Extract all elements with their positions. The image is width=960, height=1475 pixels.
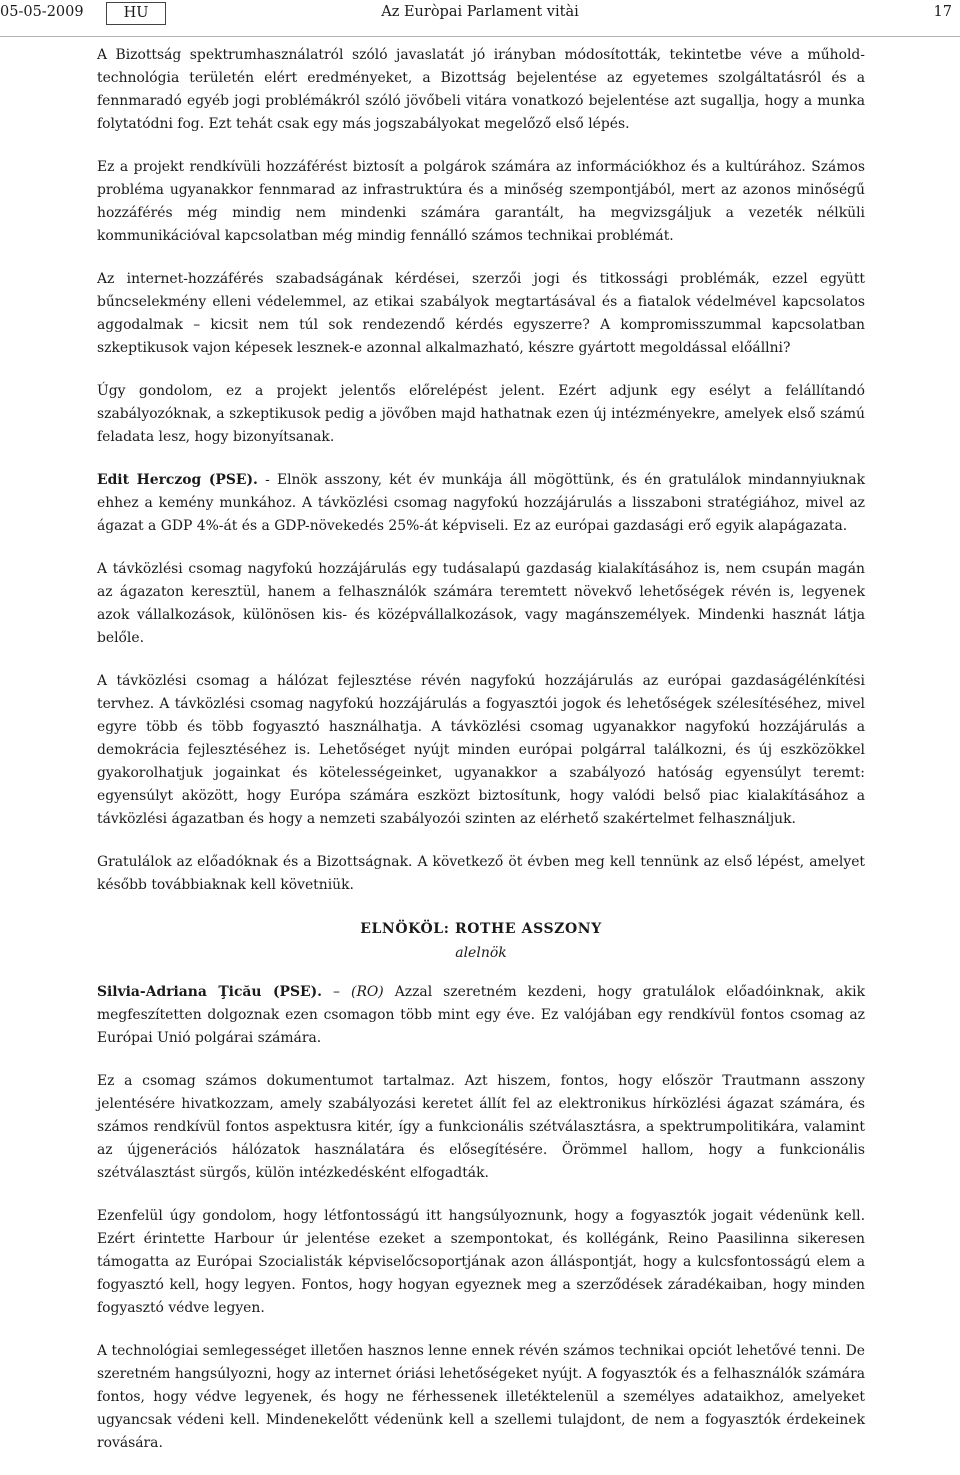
paragraph-10: Ez a csomag számos dokumentumot tartalmaz. Azt hiszem, fontos, hogy először Trautmann asszony jelentésére hivatkozzam, amely szabályozási keretet állít fel az elektronikus hírközlési ágazat számára, és számos rendkívül fontos aspektusra kitér, így a funkcionális szétválasztásra, a spektrumpolitikára, valamint az újgenerációs hálózatok használatára és elősegítésére. Örömmel hallom, hogy a funkcionális szétválasztást sürgős, külön intézkedésként elfogadták. (97, 1073, 865, 1181)
chair-block (97, 917, 865, 965)
chair-title: ELNÖKÖL: ROTHE ASSZONY (360, 921, 602, 937)
paragraph-9: Silvia-Adriana Ţicău (PSE). – (RO) Azzal szeretném kezdeni, hogy gratulálok előadóinknak, akik megfeszítetten dolgoznak ezen csomagon több mint egy éve. Ez valójában egy rendkívül fontos csomag az Európai Unió polgárai számára. (97, 984, 865, 1046)
chair-subtitle: alelnök (455, 945, 507, 961)
language-box: HU (106, 2, 166, 25)
page-header (0, 0, 960, 37)
paragraph-1: A Bizottság spektrumhasználatról szóló javaslatát jó irányban módosították, tekintetbe véve a műhold-technológia területén elért eredményeket, a Bizottság bejelentése az egyetemes szolgáltatásról és a fennmaradó egyéb jogi problémákról szóló jövőbeli vitára vonatkozó bejelentése azt sugallja, hogy a munka folytatódni fog. Ezt tehát csak egy más jogszabályokat megelőző első lépés. (97, 47, 865, 132)
document-body (97, 44, 865, 1475)
paragraph-6: A távközlési csomag nagyfokú hozzájárulás egy tudásalapú gazdaság kialakításához is, nem csupán magán az ágazaton keresztül, hanem a felhasználók számára teremtett növekvő lehetőségek révén is, legyenek azok vállalkozások, különösen kis- és középvállalkozások, vagy magánszemélyek. Mindenki hasznát látja belőle. (97, 561, 865, 646)
paragraph-8: Gratulálok az előadóknak és a Bizottságnak. A következő öt évben meg kell tennünk az első lépést, amelyet később továbbiaknak kell követniük. (97, 854, 865, 893)
header-title: Az Euròpai Parlament vitài (381, 4, 579, 20)
paragraph-11: Ezenfelül úgy gondolom, hogy létfontosságú itt hangsúlyoznunk, hogy a fogyasztók jogait védenünk kell. Ezért érintette Harbour úr jelentése ezeket a szempontokat, és kollégánk, Reino Paasilinna sikeresen támogatta az Európai Szocialisták képviselőcsoportjának azon álláspontját, hogy a kulcsfontosságú elem a fogyasztó kell, hogy legyen. Fontos, hogy hogyan egyeznek meg a szerződések záradékaiban, hogy minden fogyasztó védve legyen. (97, 1208, 865, 1316)
paragraph-7: A távközlési csomag a hálózat fejlesztése révén nagyfokú hozzájárulás az európai gazdaságélénkítési tervhez. A távközlési csomag nagyfokú hozzájárulás a fogyasztói jogok és lehetőségek szélesítéséhez, mivel egyre több és több fogyasztó használhatja. A távközlési csomag ugyanakkor nagyfokú hozzájárulás a demokrácia fejlesztéséhez is. Lehetőséget nyújt minden európai polgárral találkozni, és új eszközökkel gyakorolhatjuk jogainkat és kötelességeinket, ugyanakkor a szabályozó hatóság egyensúlyt teremt: egyensúlyt aközött, hogy Európa számára eszközt biztosítunk, hogy valódi belső piac kialakításához a távközlési ágazatban és hogy a nemzeti szabályozói szinten az elérhető szakértelmet felhasználjuk. (97, 673, 865, 827)
page-number: 17 (933, 4, 952, 20)
paragraph-12: A technológiai semlegességet illetően hasznos lenne ennek révén számos technikai opciót lehetővé tenni. De szeretném hangsúlyozni, hogy az internet óriási lehetőségeket nyújt. A fogyasztók és a felhasználók számára fontos, hogy védve legyenek, és hogy ne férhessenek illetéktelenül a személyes adataikhoz, amelyeket ugyancsak védeni kell. Mindenekelőtt védenünk kell a szellemi tulajdont, de nem a fogyasztók érdekeinek rovására. (97, 1343, 865, 1451)
header-date: 05-05-2009 (0, 4, 84, 20)
paragraph-text: - Elnök asszony, két év munkája áll mögöttünk, és én gratulálok mindannyiuknak ehhez a kemény munkához. A távközlési csomag nagyfokú hozzájárulás a lisszaboni stratégiához, mivel az ágazat a GDP 4%-át és a GDP-növekedés 25%-át képviseli. Ez az európai gazdasági erő egyik alapágazata. (97, 472, 865, 534)
paragraph-2: Ez a projekt rendkívüli hozzáférést biztosít a polgárok számára az információkhoz és a kultúrához. Számos probléma ugyanakkor fennmarad az infrastruktúra és a minőség szempontjából, mert az azonos minőségű hozzáférés még mindig nem mindenki számára garantált, ha megvizsgáljuk a vezeték nélküli kommunikációval kapcsolatban még mindig fennálló számos technikai problémát. (97, 159, 865, 244)
paragraph-3: Az internet-hozzáférés szabadságának kérdései, szerzői jogi és titkossági problémák, ezzel együtt bűncselekmény elleni védelemmel, az etikai szabályok megtartásával és a fiatalok védelmével kapcsolatos aggodalmak – kicsit nem túl sok rendezendő kérdés egyszerre? A kompromisszummal kapcsolatban szkeptikusok vajon képesek lesznek-e azonnal alkalmazható, készre gyártott megoldással előállni? (97, 271, 865, 356)
speaker-name: Edit Herczog (PSE). (97, 472, 258, 488)
speaker-name: Silvia-Adriana Ţicău (PSE). (97, 984, 323, 1000)
paragraph-4: Úgy gondolom, ez a projekt jelentős előrelépést jelent. Ezért adjunk egy esélyt a felállítandó szabályozóknak, a szkeptikusok pedig a jövőben majd hathatnak ezen új intézményekre, amelyek első számú feladata lesz, hogy bizonyítsanak. (97, 383, 865, 445)
language-tag: (RO) (351, 984, 384, 1000)
paragraph-text: Azzal szeretném kezdeni, hogy gratulálok előadóinknak, akik megfeszítetten dolgoznak ezen csomagon több mint egy éve. Ez valójában egy rendkívül fontos csomag az Európai Unió polgárai számára. (97, 984, 865, 1046)
paragraph-5 (97, 469, 865, 538)
